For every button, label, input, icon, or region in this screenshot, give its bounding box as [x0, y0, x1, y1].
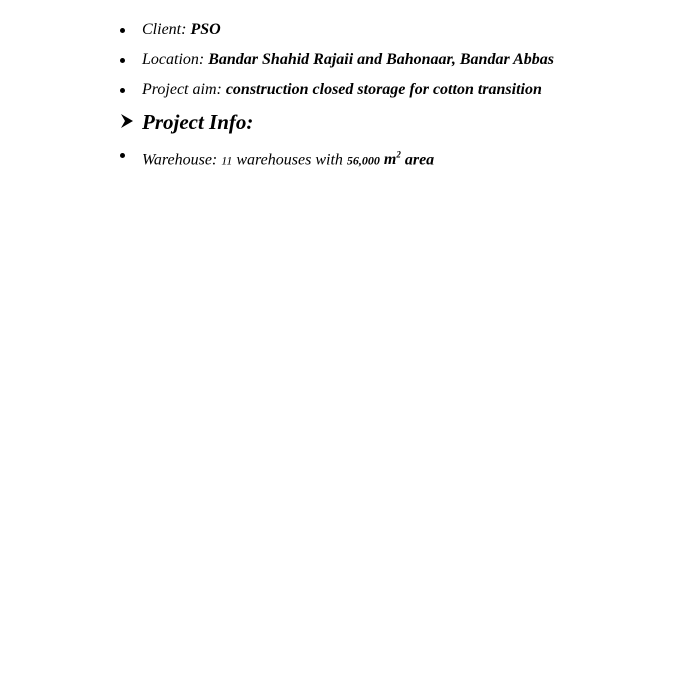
client-text — [142, 20, 221, 40]
client-value: PSO — [190, 21, 221, 38]
bullet-dot-icon — [120, 88, 125, 93]
area-suffix: area — [404, 151, 435, 169]
location-value: Bandar Shahid Rajaii and Bahonaar, Bandar Abbas — [208, 51, 554, 68]
bullet-dot-icon — [120, 28, 125, 33]
warehouse-text — [142, 145, 434, 170]
area-value: 56,000 — [346, 153, 380, 168]
project-aim-label: Project aim: — [142, 81, 222, 98]
area-unit — [384, 151, 401, 168]
bullet-dot-icon — [120, 58, 125, 63]
project-aim-value: construction closed storage for cotton transition — [225, 81, 542, 98]
bullet-dot-icon — [120, 153, 125, 158]
warehouse-label: Warehouse: — [142, 151, 218, 169]
warehouse-mid-text: warehouses with — [236, 151, 343, 169]
area-unit-base: m — [383, 151, 397, 169]
arrowhead-bullet-icon — [120, 113, 134, 129]
section-heading-text: Project Info: — [142, 110, 254, 134]
project-aim-text — [142, 80, 542, 100]
location-label: Location: — [142, 51, 205, 68]
area-unit-exponent: 2 — [396, 150, 401, 160]
location-text — [142, 50, 554, 70]
warehouse-count: 11 — [221, 153, 233, 168]
client-label: Client: — [142, 21, 187, 38]
